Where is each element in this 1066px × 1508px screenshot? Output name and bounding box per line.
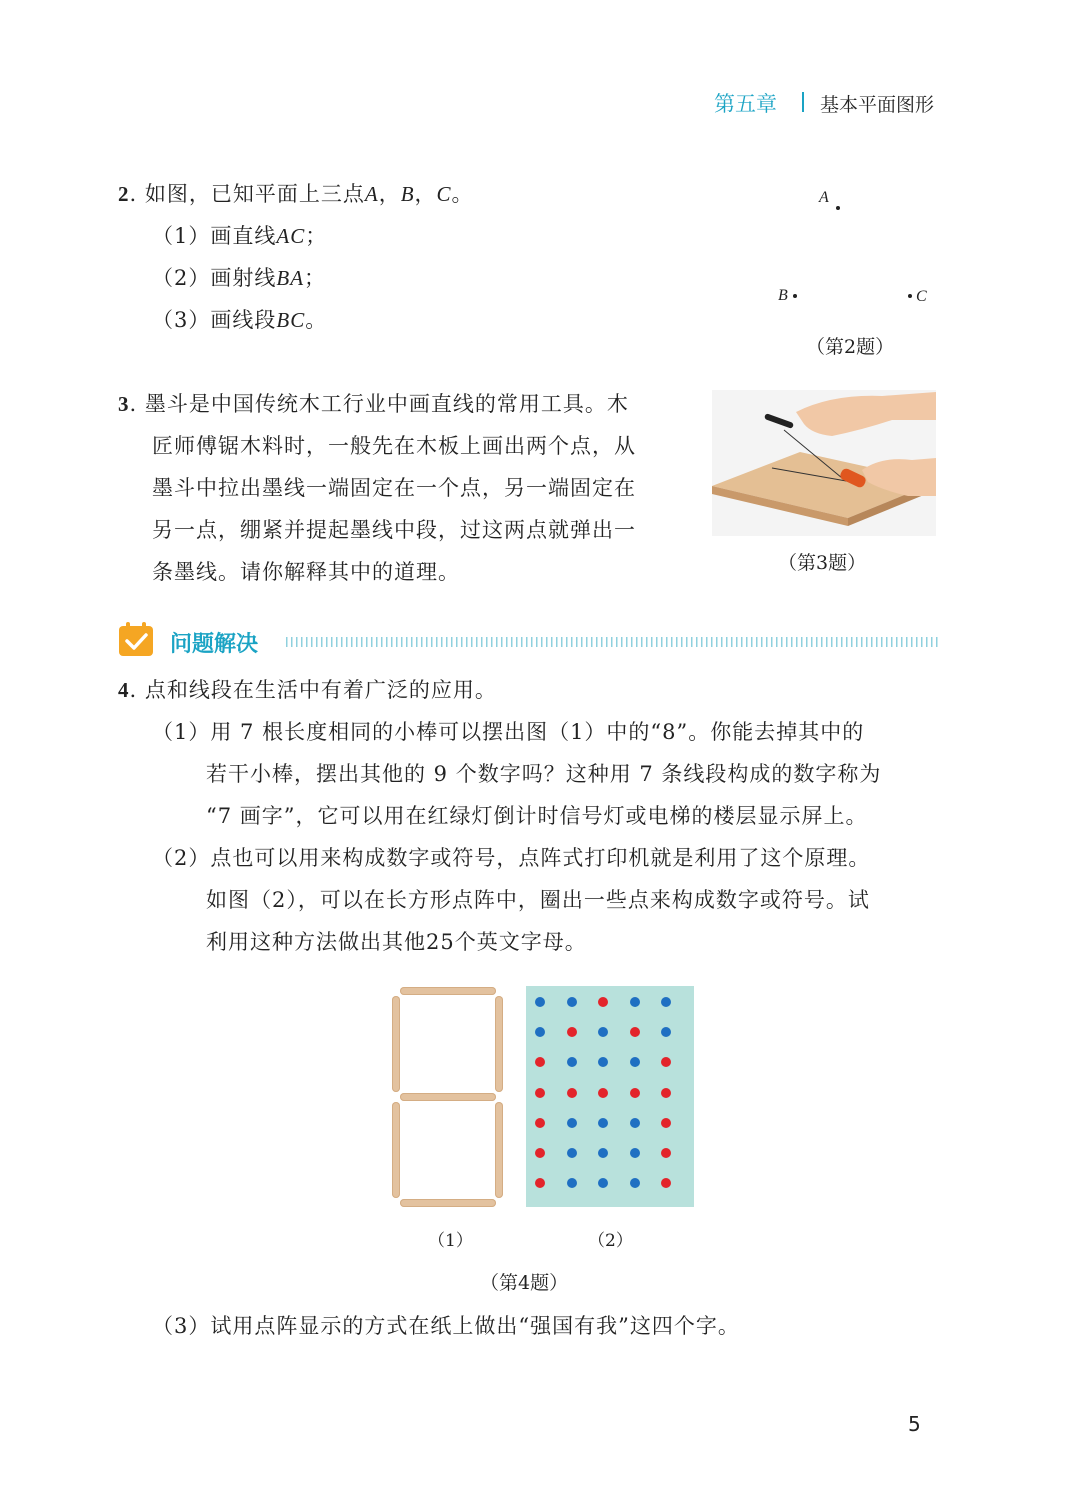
matrix-dot-red — [630, 1027, 640, 1037]
matrix-dot-red — [535, 1148, 545, 1158]
q2-item-3: （3）画线段BC。 — [152, 308, 328, 332]
matchstick-lower-right — [495, 1102, 503, 1198]
ink-marker-illustration — [712, 390, 936, 536]
matrix-dot-red — [535, 1118, 545, 1128]
page-number: 5 — [908, 1412, 921, 1436]
fig-1-label: （1） — [428, 1231, 473, 1251]
matrix-dot-blue — [567, 1118, 577, 1128]
matrix-dot-red — [661, 1178, 671, 1188]
matrix-dot-blue — [567, 1057, 577, 1067]
matrix-dot-blue — [661, 1027, 671, 1037]
chapter-label: 第五章 — [714, 92, 777, 116]
q4-p1-line-3: “7 画字”，它可以用在红绿灯倒计时信号灯或电梯的楼层显示屏上。 — [206, 804, 868, 828]
point-c — [908, 294, 912, 298]
matrix-dot-red — [567, 1088, 577, 1098]
matchstick-bottom — [400, 1199, 496, 1207]
matrix-dot-red — [535, 1178, 545, 1188]
point-a — [836, 206, 840, 210]
matrix-dot-blue — [630, 1118, 640, 1128]
matrix-dot-blue — [567, 1178, 577, 1188]
q2-caption: （第2题） — [806, 336, 895, 358]
q3-caption: （第3题） — [778, 552, 867, 574]
q2-stem: 2. 如图，已知平面上三点A，B，C。 — [118, 182, 474, 206]
matrix-dot-red — [598, 1088, 608, 1098]
header-divider — [802, 92, 804, 112]
matrix-dot-red — [661, 1088, 671, 1098]
q3-line-4: 另一点，绷紧并提起墨线中段，过这两点就弹出一 — [152, 518, 636, 542]
section-rule — [286, 637, 938, 647]
point-b — [793, 294, 797, 298]
matrix-dot-blue — [567, 1148, 577, 1158]
q4-caption: （第4题） — [480, 1272, 569, 1294]
matrix-dot-blue — [630, 1148, 640, 1158]
ink-marker-photo — [712, 390, 936, 536]
q2-item-1: （1）画直线AC； — [152, 224, 328, 248]
matrix-dot-blue — [567, 997, 577, 1007]
q2-item-2: （2）画射线BA； — [152, 266, 327, 290]
matchstick-top — [400, 987, 496, 995]
matrix-dot-blue — [535, 1027, 545, 1037]
matrix-dot-red — [567, 1027, 577, 1037]
section-title: 问题解决 — [170, 632, 259, 657]
matrix-dot-red — [661, 1148, 671, 1158]
matrix-dot-red — [630, 1088, 640, 1098]
matrix-dot-blue — [535, 997, 545, 1007]
dot-matrix — [526, 986, 694, 1207]
matrix-dot-blue — [598, 1118, 608, 1128]
matrix-dot-blue — [598, 1027, 608, 1037]
matrix-dot-red — [661, 1118, 671, 1128]
matrix-dot-red — [535, 1057, 545, 1067]
matrix-dot-blue — [630, 1057, 640, 1067]
q4-p2-line-2: 如图（2），可以在长方形点阵中，圈出一些点来构成数字或符号。试 — [206, 888, 870, 912]
point-a-label: A — [819, 189, 829, 206]
q4-number: 4 — [118, 678, 130, 702]
q3-number: 3 — [118, 392, 130, 416]
point-c-label: C — [916, 288, 927, 305]
q4-p3: （3）试用点阵显示的方式在纸上做出“强国有我”这四个字。 — [152, 1314, 740, 1338]
matrix-dot-blue — [598, 1057, 608, 1067]
q4-p2-line-3: 利用这种方法做出其他25个英文字母。 — [206, 930, 587, 954]
matrix-dot-red — [535, 1088, 545, 1098]
fig-2-label: （2） — [588, 1231, 633, 1251]
q3-line-3: 墨斗中拉出墨线一端固定在一个点，另一端固定在 — [152, 476, 636, 500]
q3-line-1: 3. 墨斗是中国传统木工行业中画直线的常用工具。木 — [118, 392, 629, 416]
matrix-dot-blue — [630, 997, 640, 1007]
point-b-label: B — [778, 287, 788, 304]
q3-line-5: 条墨线。请你解释其中的道理。 — [152, 560, 460, 584]
q4-stem: 4. 点和线段在生活中有着广泛的应用。 — [118, 678, 497, 702]
q4-p1-line-2: 若干小棒，摆出其他的 9 个数字吗？这种用 7 条线段构成的数字称为 — [206, 762, 882, 786]
matchstick-middle — [400, 1093, 496, 1101]
matrix-dot-blue — [661, 997, 671, 1007]
q3-line-2: 匠师傅锯木料时，一般先在木板上画出两个点，从 — [152, 434, 636, 458]
q4-p1-line-1: （1）用 7 根长度相同的小棒可以摆出图（1）中的“8”。你能去掉其中的 — [152, 720, 865, 744]
checklist-icon — [118, 621, 154, 657]
matrix-dot-blue — [598, 1148, 608, 1158]
q2-number: 2 — [118, 182, 130, 206]
matchstick-lower-left — [392, 1102, 400, 1198]
matrix-dot-red — [598, 997, 608, 1007]
matrix-dot-blue — [630, 1178, 640, 1188]
matrix-dot-blue — [598, 1178, 608, 1188]
chapter-title: 基本平面图形 — [820, 94, 935, 116]
q4-p2-line-1: （2）点也可以用来构成数字或符号，点阵式打印机就是利用了这个原理。 — [152, 846, 871, 870]
matchstick-upper-left — [392, 996, 400, 1092]
matrix-dot-red — [661, 1057, 671, 1067]
matchstick-upper-right — [495, 996, 503, 1092]
